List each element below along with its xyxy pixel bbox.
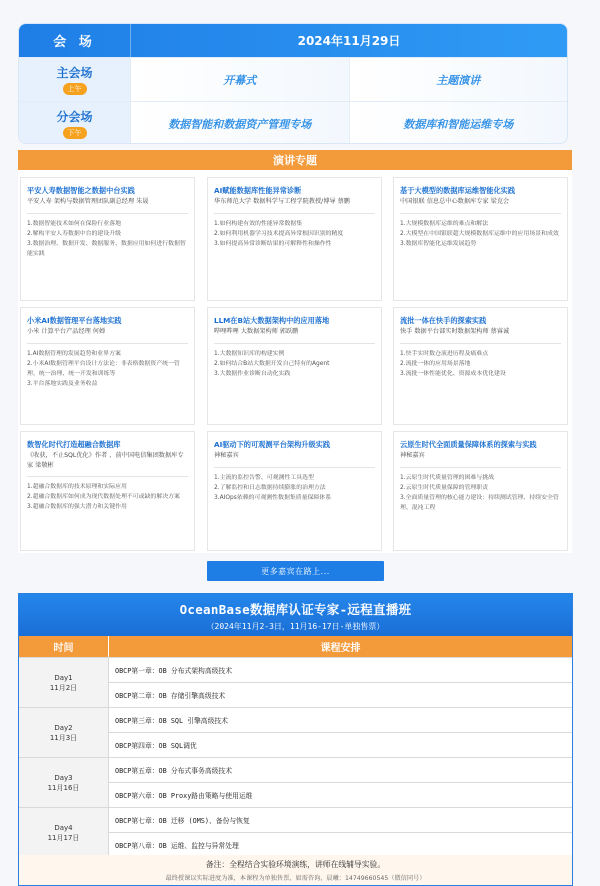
talk-point: 3.超融合数据库的强大潜力和关键作用 [27, 504, 127, 510]
talk-card [207, 177, 382, 301]
talk-point: 3.平台落地实践及业务收益 [27, 380, 98, 387]
talk-card [20, 431, 195, 551]
course-subtitle: （2024年11月2-3日，11月16-17日-单独售票） [206, 622, 385, 631]
divider [27, 476, 188, 477]
column-schedule: 课程安排 [320, 643, 361, 654]
day-date: 11月2日 [49, 683, 78, 692]
talk-point: 1.如何构建有效的性能异常数据集 [214, 220, 303, 227]
talk-speaker: 华东师范大学 数据科学与工程学院教授/博导 蔡鹏 [214, 198, 350, 205]
talk-title: 云原生时代全面质量保障体系的探索与实践 [400, 440, 537, 449]
talk-point: 2.小米AI数据管理平台设计方法论：非表格数据资产统一管理、统一治理、统一开发和训练等 [27, 360, 180, 377]
day-items [109, 808, 572, 857]
talk-title: 数智化时代打造超融合数据库 [27, 440, 121, 449]
talk-title: AI赋能数据库性能异常诊断 [214, 186, 302, 195]
talk-point: 1.云原生时代质量管理的困难与挑战 [400, 474, 494, 481]
talk-card [393, 177, 568, 301]
talk-point: 2.如何利用机器学习技术提高异常根因识别的精度 [214, 230, 344, 237]
talk-point: 3.全面质量管理的核心能力建设：持续测试管理、持续安全管理、混沌工程 [400, 494, 559, 511]
session-database-ops: 数据库和智能运维专场 [350, 102, 568, 144]
time-badge: 上午 [63, 83, 87, 95]
day-label: Day1 [54, 673, 73, 682]
table-row [19, 707, 572, 757]
schedule-row-sub [19, 101, 567, 144]
day-cell [19, 708, 109, 757]
sub-venue-label [19, 102, 131, 144]
venue-label: 会 场 [19, 24, 131, 57]
day-date: 11月16日 [47, 783, 80, 792]
column-time: 时间 [19, 636, 109, 657]
talk-point: 3.流批一体性能优化、资源成本优化建设 [400, 370, 506, 377]
talk-point: 1.快手实时数仓演进历程及痛难点 [400, 350, 489, 357]
divider [214, 467, 375, 468]
talk-point: 1.大数据知识库的构建实例 [214, 350, 285, 357]
talk-speaker: 平安人寿 架构与数据管理团队副总经理 朱晟 [27, 198, 149, 205]
note-contact: 最终授课以实际进度为准，本课程为单独售票，如需咨询，晨曦：14749660545（微信同号） [165, 875, 426, 882]
course-item: OBCP第五章：OB 分布式事务高级技术 [115, 767, 233, 775]
talks-grid [18, 170, 572, 553]
talk-title: 流批一体在快手的探索实践 [400, 316, 487, 325]
course-section [18, 593, 573, 886]
talk-title: 平安人寿数据智能之数据中台实践 [27, 186, 135, 195]
talk-card [207, 431, 382, 551]
talk-point: 1.大规模数据库运维的难点和解法 [400, 220, 489, 227]
venue-name: 分会场 [56, 110, 93, 124]
talk-card [393, 431, 568, 551]
day-items [109, 758, 572, 807]
venue-name: 主会场 [56, 66, 93, 80]
divider [27, 213, 188, 214]
talk-point: 1.超融合数据库的技术原理和实际应用 [27, 484, 127, 490]
day-cell [19, 658, 109, 707]
talk-card [20, 177, 195, 301]
course-item: OBCP第八章：OB 运维、监控与异常处理 [109, 832, 572, 857]
table-row [19, 757, 572, 807]
talk-card [20, 307, 195, 425]
talk-speaker: 快手 数据平台部实时数据架构师 蔡睿诚 [400, 328, 510, 335]
course-item: OBCP第一章：OB 分布式架构高级技术 [115, 667, 233, 675]
talk-point: 2.了解监控和日志数据持续膨胀的治理方法 [214, 484, 326, 491]
talk-point: 3.AIOps依赖的可观测性数据集质量保障体系 [214, 494, 332, 501]
day-date: 11月3日 [49, 733, 78, 742]
table-row [19, 807, 572, 857]
talks-section [18, 150, 572, 553]
divider [400, 213, 561, 214]
more-speakers-button[interactable]: 更多嘉宾在路上... [207, 561, 384, 581]
course-item: OBCP第二章：OB 存储引擎高级技术 [109, 682, 572, 707]
talk-point: 1.数据智能技术如何在保险行业落地 [27, 220, 121, 227]
course-item: OBCP第四章：OB SQL调优 [109, 732, 572, 757]
main-venue-label [19, 58, 131, 101]
talk-point: 1.AI数据管理的发展趋势和业界方案 [27, 350, 121, 357]
talk-point: 2.如何结合B站大数据开发自己特有的Agent [214, 360, 330, 367]
session-keynote: 主题演讲 [350, 58, 568, 101]
talk-point: 2.超融合数据库如何成为现代数据处理不可或缺的解决方案 [27, 494, 180, 500]
divider [400, 467, 561, 468]
session-data-intelligence: 数据智能和数据资产管理专场 [131, 102, 350, 144]
talk-speaker: 哔哩哔哩 大数据架构师 郭跃鹏 [214, 328, 299, 335]
day-label: Day4 [54, 823, 73, 832]
talk-title: LLM在B站大数据架构中的应用落地 [214, 316, 330, 325]
schedule-row-main [19, 57, 567, 101]
day-label: Day2 [54, 723, 73, 732]
talk-point: 3.大数据作业诊断自动化实践 [214, 370, 291, 377]
talk-title: 基于大模型的数据库运维智能化实践 [400, 186, 516, 195]
note-main: 备注：全程结合实验环境演练，讲师在线辅导实验。 [205, 860, 386, 869]
course-table-header [19, 636, 572, 657]
talks-heading: 演讲专题 [18, 150, 572, 170]
session-opening: 开幕式 [131, 58, 350, 101]
talk-speaker: 神秘嘉宾 [400, 452, 425, 459]
venue-schedule [18, 23, 568, 144]
schedule-header [19, 24, 567, 57]
day-items [109, 708, 572, 757]
course-title: OceanBase数据库认证专家-远程直播班 [179, 602, 412, 617]
course-item: OBCP第六章：OB Proxy路由策略与使用运维 [109, 782, 572, 807]
divider [400, 343, 561, 344]
talk-point: 1.主流的监控告警、可观测性工具选型 [214, 474, 314, 481]
day-cell [19, 808, 109, 857]
day-items [109, 658, 572, 707]
divider [27, 343, 188, 344]
course-header [19, 594, 572, 636]
talk-point: 2.解构平安人寿数据中台的建设升级 [27, 230, 121, 237]
talk-point: 3.数据库智能化运维发展趋势 [400, 240, 477, 247]
talk-card [207, 307, 382, 425]
talk-point: 3.数据治理、数据开发、数据服务、数据应用如何进行数据智能实践 [27, 240, 186, 257]
talk-point: 2.云原生时代质量保障的管理职责 [400, 484, 489, 491]
table-row [19, 657, 572, 707]
talk-speaker: 神秘嘉宾 [214, 452, 239, 459]
divider [214, 213, 375, 214]
divider [214, 343, 375, 344]
course-item: OBCP第三章：OB SQL 引擎高级技术 [115, 717, 228, 725]
course-item: OBCP第七章：OB 迁移 (OMS)、备份与恢复 [115, 817, 250, 825]
talk-card [393, 307, 568, 425]
day-cell [19, 758, 109, 807]
talk-point: 3.如何提高异常诊断结果的可解释性和操作性 [214, 240, 332, 247]
talk-title: 小米AI数据管理平台落地实践 [27, 316, 122, 325]
talk-speaker: 小米 计算平台产品经理 何婵 [27, 328, 106, 335]
day-label: Day3 [54, 773, 73, 782]
day-date: 11月17日 [47, 833, 80, 842]
talk-point: 2.流批一体的应用场景落地 [400, 360, 471, 367]
talk-speaker: 《收获，不止SQL优化》作者 、前中国电信集团数据库专家 梁敬彬 [27, 452, 184, 469]
talk-point: 2.大模型在中国银联超大规模数据库运维中的应用场景和成效 [400, 230, 559, 237]
event-date: 2024年11月29日 [297, 34, 401, 48]
talk-title: AI驱动下的可观测平台架构升级实践 [214, 440, 331, 449]
talk-speaker: 中国银联 信息总中心数据库专家 梁克会 [400, 198, 510, 205]
course-note [19, 855, 572, 885]
time-badge: 下午 [63, 127, 87, 139]
